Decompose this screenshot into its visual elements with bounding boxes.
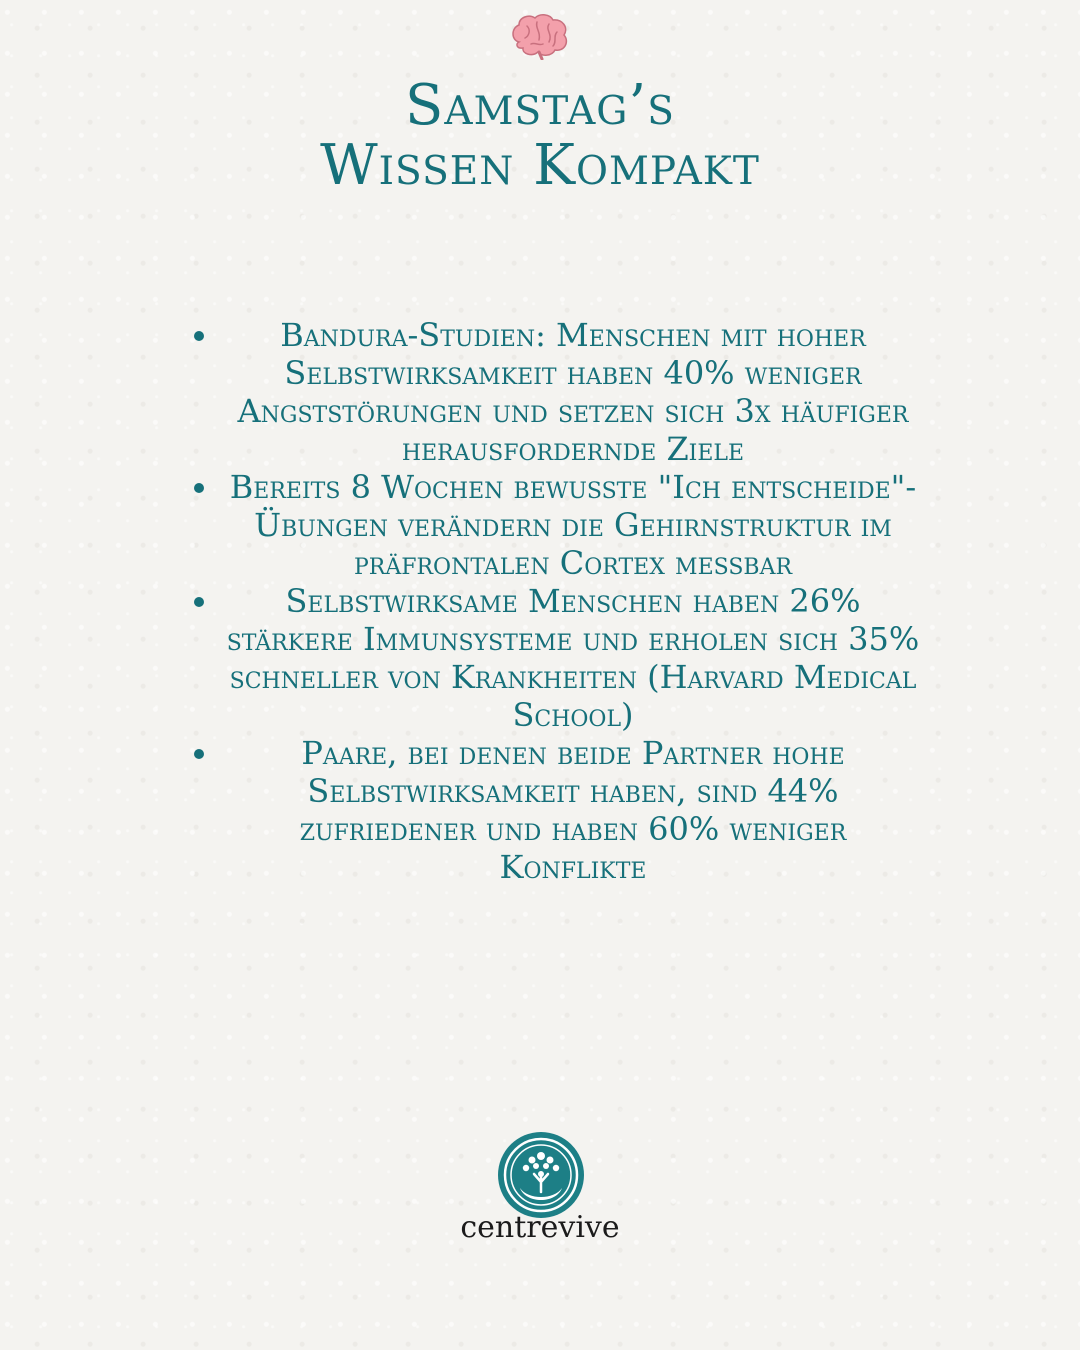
list-item [180, 582, 920, 734]
page-title [0, 73, 1080, 198]
title-line-2: Wissen Kompakt [320, 133, 760, 198]
title-line-1: Samstag’s [405, 73, 675, 138]
brand-name: centrevive [460, 1210, 620, 1245]
fact-text: Bereits 8 Wochen bewusste "Ich entscheide"-Übungen verändern die Gehirnstruktur im präfrontalen Cortex messbar [229, 468, 917, 582]
brain-icon [509, 12, 571, 60]
bullet-icon [194, 483, 204, 493]
facts-list [180, 316, 920, 886]
fact-text: Paare, bei denen beide Partner hohe Selbstwirksamkeit haben, sind 44% zufriedener und haben 60% weniger Konflikte [299, 734, 847, 886]
list-item [180, 468, 920, 582]
bullet-icon [194, 597, 204, 607]
bullet-icon [194, 331, 204, 341]
fact-text: Selbstwirksame Menschen haben 26% stärkere Immunsysteme und erholen sich 35% schneller von Krankheiten (Harvard Medical School) [226, 582, 920, 734]
list-item [180, 734, 920, 886]
tree-of-life-icon [496, 1130, 586, 1220]
fact-text: Bandura-Studien: Menschen mit hoher Selbstwirksamkeit haben 40% weniger Angststörungen und setzen sich 3x häufiger herausfordernde Ziele [237, 316, 909, 468]
bullet-icon [194, 749, 204, 759]
list-item [180, 316, 920, 468]
